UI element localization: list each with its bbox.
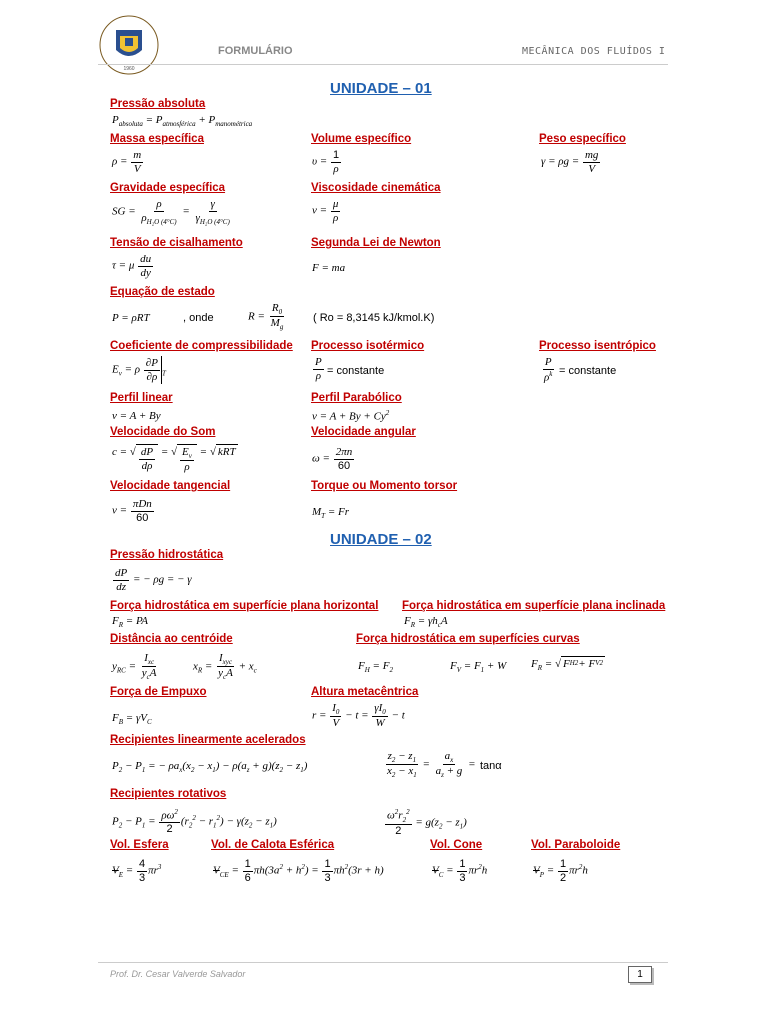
label-vol-cone: Vol. Cone — [430, 839, 483, 851]
formula-gravidade-especifica: SG = $\frac{\rho}{\rho_{H_2O (4^\circ C)}}$ = $\frac{\gamma}{\gamma_{H_2O (4^\circ C)}}$ — [112, 198, 230, 226]
formula-volume-especifico: υ = $\frac{1}{\rho}$ — [312, 149, 340, 175]
formula-tensao-cisalhamento: τ = μ $\frac{du}{dy}$ — [112, 253, 152, 279]
label-velocidade-tangencial: Velocidade tangencial — [110, 480, 231, 492]
footer-rule — [98, 962, 668, 963]
formula-fh: $F_H = F_2$ — [358, 660, 393, 675]
formula-perfil-parabolico: $v = A + By + Cy^2$ — [312, 409, 390, 423]
label-recipientes-rotativos: Recipientes rotativos — [110, 788, 227, 800]
label-processo-isentropico: Processo isentrópico — [539, 340, 656, 352]
formula-velocidade-tangencial: v = $\frac{\text{πDn}}{60}$ — [112, 498, 152, 524]
text-constante-isotermico: = constante — [327, 365, 385, 377]
label-volume-especifico: Volume específico — [311, 133, 412, 145]
label-processo-isotermico: Processo isotérmico — [311, 340, 425, 352]
formula-fv: $F_V = F_1 + W$ — [450, 660, 507, 675]
formula-peso-especifico: γ = ρg = $\frac{mg}{V}$ — [541, 149, 599, 175]
label-peso-especifico: Peso específico — [539, 133, 626, 145]
text-ro-value: ( Ro = 8,3145 kJ/kmol.K) — [313, 312, 435, 324]
header-rule — [98, 64, 668, 65]
label-viscosidade-cinematica: Viscosidade cinemática — [311, 182, 441, 194]
ufsm-logo — [98, 14, 160, 76]
unit-01-title: UNIDADE – 01 — [330, 80, 432, 97]
formula-isentropico-frac: $\frac{P}{\rho^k}$ — [544, 356, 553, 384]
label-pressao-hidrostatica: Pressão hidrostática — [110, 549, 224, 561]
footer-author: Prof. Dr. Cesar Valverde Salvador — [110, 969, 246, 979]
formula-isotermico-frac: $\frac{P}{\rho}$ — [315, 356, 322, 382]
formula-coef-compress: $E_v = \rho$ $\frac{\partial P}{\partial\rho}$ $_T$ — [112, 356, 166, 383]
label-gravidade-especifica: Gravidade específica — [110, 182, 226, 194]
label-vol-esfera: Vol. Esfera — [110, 839, 169, 851]
label-velocidade-som: Velocidade do Som — [110, 426, 216, 438]
label-perfil-parabolico: Perfil Parabólico — [311, 392, 402, 404]
formula-torque: $M_T = Fr$ — [312, 506, 350, 521]
label-vol-calota: Vol. de Calota Esférica — [211, 839, 335, 851]
text-tan: tanα — [480, 760, 502, 772]
unit-02-title: UNIDADE – 02 — [330, 531, 432, 548]
formula-massa-especifica: ρ = $\frac{m}{V}$ — [112, 149, 142, 175]
label-forca-empuxo: Força de Empuxo — [110, 686, 207, 698]
formula-vol-esfera: $V_E$ = $\frac{4}{3}$ $\pi r^3$ — [112, 858, 162, 884]
formula-recipientes-rotativos-2: $\frac{\omega^2r_2^2}{2}$ = $g(z_2 - z_1)$ — [387, 808, 467, 837]
label-segunda-lei-newton: Segunda Lei de Newton — [311, 237, 441, 249]
label-coef-compress: Coeficiente de compressibilidade — [110, 340, 293, 352]
label-perfil-linear: Perfil linear — [110, 392, 173, 404]
formula-forca-inclinada: $F_R = \gamma h_cA$ — [404, 615, 448, 630]
formula-vol-cone: $V_C$ = $\frac{1}{3}$ $\pi r^2h$ — [432, 858, 488, 884]
formula-yrc: $y_{RC}$ = $\frac{I_{xc}}{y_cA}$ — [112, 652, 157, 682]
header-left: FORMULÁRIO — [218, 45, 293, 57]
text-onde: , onde — [183, 312, 214, 324]
formula-fr: $F_R$ = √ F H 2 + F V 2 — [531, 658, 603, 673]
formula-perfil-linear: v = A + By — [112, 410, 161, 422]
formula-velocidade-angular: ω = $\frac{2\pi n}{60}$ — [312, 446, 353, 472]
formula-xr: $x_R$ = $\frac{I_{xyc}}{y_cA}$ + $x_c$ — [193, 652, 257, 682]
formula-recipientes-rotativos: $P_2 - P_1$ = $\frac{\rho\omega^2}{2}$ $(r_2^2 - r_1^2) - \gamma(z_2 - z_1)$ — [112, 808, 277, 836]
label-velocidade-angular: Velocidade angular — [311, 426, 416, 438]
formula-forca-horizontal: $F_R$ = PA — [112, 615, 148, 630]
label-massa-especifica: Massa específica — [110, 133, 204, 145]
label-forca-curvas: Força hidrostática em superfícies curvas — [356, 633, 580, 645]
formula-recipientes-lineares-tan: $\frac{z_2 - z_1}{x_2 - x_1}$ = $\frac{a_x}{a_z + g}$ = — [387, 750, 476, 780]
label-vol-paraboloide: Vol. Paraboloide — [531, 839, 621, 851]
formula-r-constant: R = $\frac{R_0}{M_g}$ — [248, 302, 284, 332]
label-altura-metacentrica: Altura metacêntrica — [311, 686, 419, 698]
formula-forca-empuxo: $F_B = \gamma V_C$ — [112, 712, 152, 727]
formula-vol-calota: $V_{CE}$ = $\frac{1}{6}$ $\pi h(3a^2 + h^2)$ = $\frac{1}{3}$ $\pi h^2(3r + h)$ — [213, 858, 384, 884]
header-right: MECÂNICA DOS FLUÍDOS I — [522, 46, 666, 57]
label-distancia-centroide: Distância ao centróide — [110, 633, 233, 645]
formula-segunda-lei-newton: F = ma — [312, 262, 346, 274]
label-pressao-absoluta: Pressão absoluta — [110, 98, 206, 110]
formula-velocidade-som: c = √ $\frac{dP}{d\rho}$ = √ $\frac{E_v}{\rho}$ = √ kRT — [112, 446, 236, 474]
svg-text:1960: 1960 — [123, 66, 135, 72]
label-recipientes-lineares: Recipientes linearmente acelerados — [110, 734, 306, 746]
label-equacao-estado: Equação de estado — [110, 286, 215, 298]
page-number: 1 — [628, 966, 652, 983]
formula-recipientes-lineares: $P_2 - P_1$ = − $\rho a_x(x_2 - x_1) - \rho(a_z + g)(z_2 - z_1)$ — [112, 760, 308, 775]
formula-viscosidade-cinematica: ν = $\frac{\mu}{\rho}$ — [312, 198, 339, 224]
label-forca-inclinada: Força hidrostática em superfície plana inclinada — [402, 600, 666, 612]
formula-pressao-hidrostatica: $\frac{dP}{dz}$ = − ρg = − γ — [115, 567, 192, 593]
formula-vol-paraboloide: $V_P$ = $\frac{1}{2}$ $\pi r^2h$ — [533, 858, 588, 884]
text-constante-isentropico: = constante — [559, 365, 617, 377]
formula-altura-metacentrica: r = $\frac{I_0}{V}$ − t = $\frac{\gamma I_0}{W}$ − t — [312, 702, 405, 730]
label-torque: Torque ou Momento torsor — [311, 480, 458, 492]
label-tensao-cisalhamento: Tensão de cisalhamento — [110, 237, 243, 249]
formula-pressao-absoluta: $P_{absoluta} = P_{atmosférica} + P_{manométrica}$ — [112, 114, 253, 129]
formula-equacao-estado: P = ρRT — [112, 312, 150, 324]
label-forca-horizontal: Força hidrostática em superfície plana horizontal — [110, 600, 379, 612]
